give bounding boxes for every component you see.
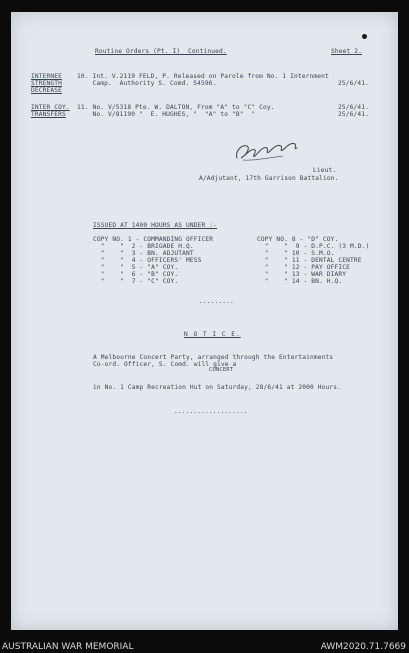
copy-item: " " 6 - "B" COY. [93, 271, 179, 278]
copy-item: " " 7 - "C" COY. [93, 278, 179, 285]
page-heading: Routine Orders (Pt. I) Continued. [95, 48, 227, 55]
punch-hole [362, 34, 367, 39]
signatory-title: A/Adjutant, 17th Garrison Battalion. [199, 175, 339, 182]
document-page [11, 12, 398, 630]
signatory-rank: Lieut. [313, 167, 337, 174]
side-heading: STRENGTH [31, 80, 63, 87]
copy-item: " " 5 - "A" COY. [93, 264, 179, 271]
copy-item: " " 10 - S.M.O. [257, 250, 335, 257]
footer-archive-name: AUSTRALIAN WAR MEMORIAL [2, 642, 134, 652]
order-line: 10. Int. V.2119 FELD, P. Released on Parole from No. 1 Internment [77, 73, 329, 80]
copy-item: " " 2 - BRIGADE H.Q. [93, 243, 194, 250]
signature-mark [233, 134, 303, 166]
side-heading: DECREASE [31, 87, 63, 94]
notice-line: in No. 1 Camp Recreation Hut on Saturday, 28/6/41 at 2000 Hours. [93, 384, 342, 391]
copy-item: COPY NO. 8 - "D" COY. [257, 236, 339, 243]
separator-dots: ................... [174, 408, 248, 415]
notice-line: A Melbourne Concert Party, arranged through the Entertainments [93, 354, 334, 361]
copy-item: " " 11 - DENTAL CENTRE [257, 257, 362, 264]
copy-item: " " 3 - BN. ADJUTANT [93, 250, 194, 257]
copy-item: " " 12 - PAY OFFICE [257, 264, 351, 271]
separator-dots: ......... [199, 298, 234, 305]
sheet-number: Sheet 2. [331, 48, 363, 55]
notice-heading: N O T I C E. [184, 331, 241, 338]
copy-item: " " 4 - OFFICERS' MESS [93, 257, 202, 264]
distribution-heading: ISSUED AT 1400 HOURS AS UNDER :- [93, 222, 218, 229]
order-date: 25/6/41. [338, 111, 370, 118]
side-heading: INTER COY. [31, 104, 70, 111]
copy-item: COPY NO. 1 - COMMANDING OFFICER [93, 236, 214, 243]
copy-item: " " 14 - BN. H.Q. [257, 278, 343, 285]
copy-item: " " 13 - WAR DIARY [257, 271, 347, 278]
side-heading: INTERNEE [31, 73, 63, 80]
order-date: 25/6/41. [338, 104, 370, 111]
copy-item: " " 9 - D.P.C. (3 M.D.) [257, 243, 370, 250]
footer-reference: AWM2020.71.7669 [320, 642, 406, 652]
side-heading: TRANSFERS [31, 111, 66, 118]
notice-insert: CONCERT [209, 367, 234, 373]
notice-line: Co-ord. Officer, S. Comd. will give a [93, 361, 237, 368]
order-line: Camp. Authority S. Comd. 54596. [77, 80, 217, 87]
order-date: 25/6/41. [338, 80, 370, 87]
order-line: 11. No. V/5318 Pte. W. DALTON, From "A" to "C" Coy. [77, 104, 275, 111]
order-line: No. V/81190 " E. HUGHES, " "A" to "B" " [77, 111, 256, 118]
